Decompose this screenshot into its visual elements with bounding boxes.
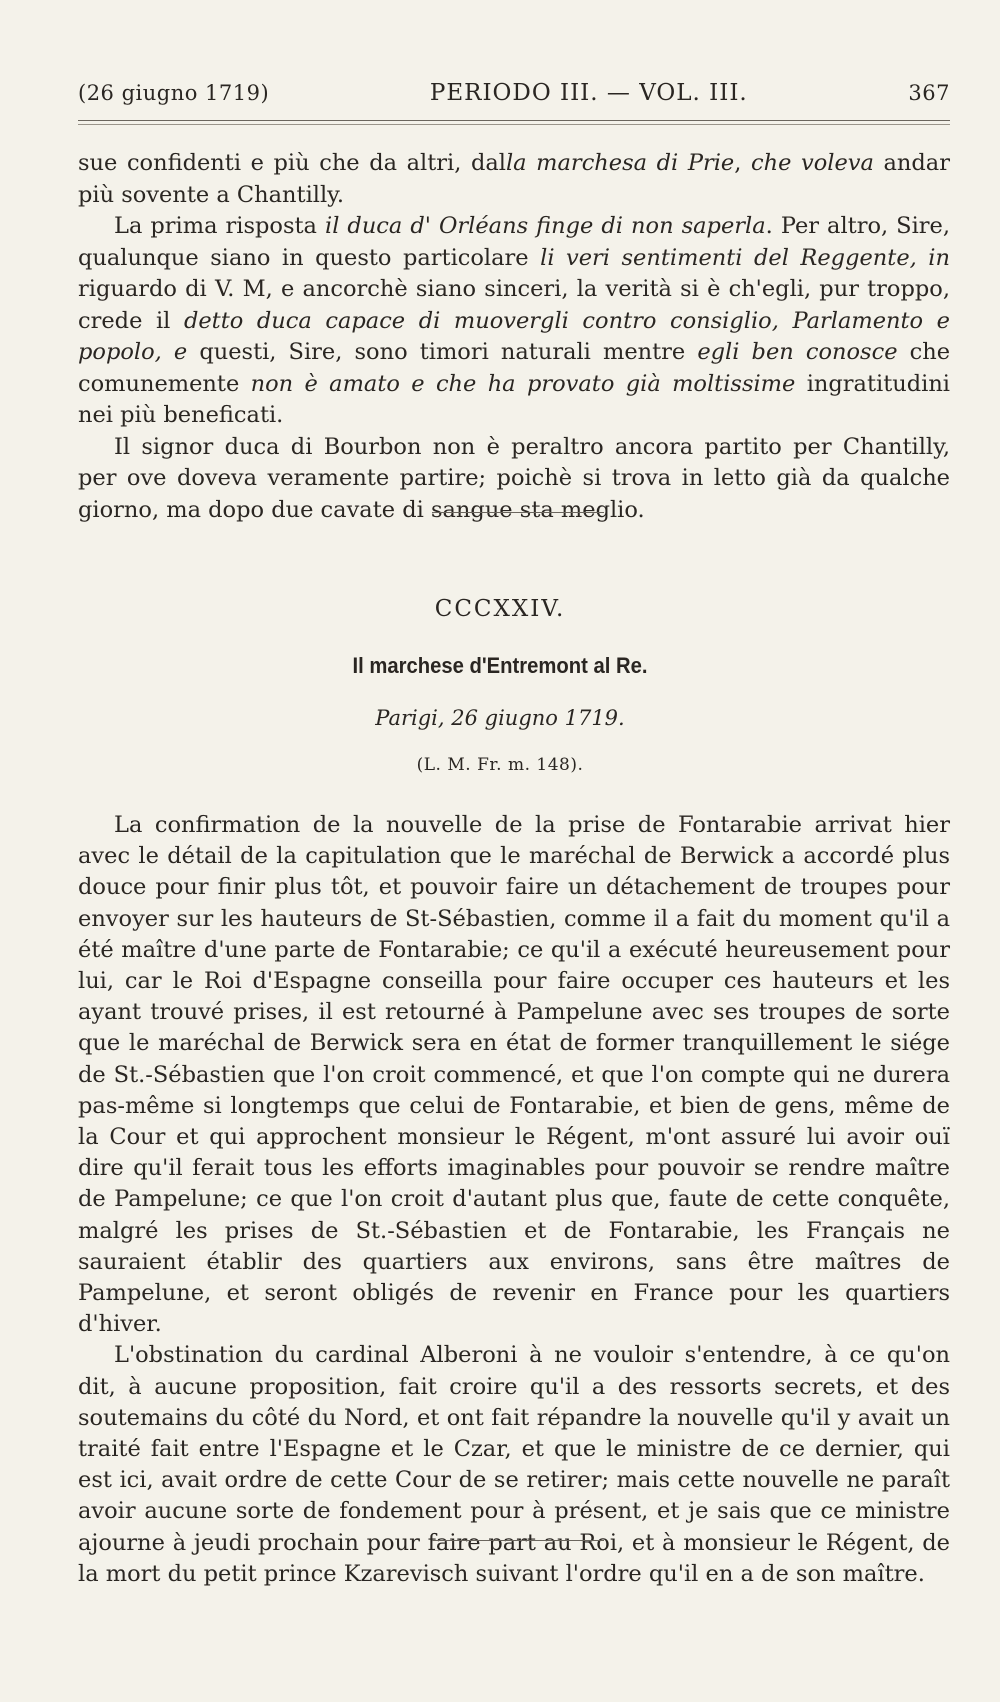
letter-text <box>78 810 950 1590</box>
letter-paragraph-1: La confirmation de la nouvelle de la prise de Fontarabie arrivat hier avec le détail de la capitulation que le maréchal de Berwick a accordé plus douce pour finir plus tôt, et pouvoir faire un détachement de troupes pour envoyer sur les hauteurs de St-Sébastien, comme il a fait du moment qu'il a été maître d'une parte de Fontarabie; ce qu'il a exécuté heureusement pour lui, car le Roi d'Espagne conseilla pour faire occuper ces hauteurs et les ayant trouvé prises, il est retourné à Pampelune avec ses troupes de sorte que le maréchal de Berwick sera en état de former tranquillement le siége de St.-Sébastien que l'on croit commencé, et que l'on compte qui ne durera pas-même si longtemps que celui de Fontarabie, et bien de gens, même de la Cour et qui approchent monsieur le Régent, m'ont assuré lui avoir ouï dire qu'il ferait tous les efforts imaginables pour pouvoir se rendre maître de Pampelune; ce que l'on croit d'autant plus que, faute de cette conquête, malgré les prises de St.-Sébastien et de Fontarabie, les Français ne sauraient établir des quartiers aux environs, sans être maîtres de Pampelune, et seront obligés de revenir en France pour les quartiers d'hiver. <box>78 812 950 1338</box>
previous-letter-text <box>78 148 950 526</box>
letter-paragraph-2: L'obstination du cardinal Alberoni à ne vouloir s'entendre, à ce qu'on dit, à aucune proposition, fait croire qu'il a des ressorts secrets, et des soutemains du côté du Nord, et ont fait répandre la nouvelle qu'il y avait un traité fait entre l'Espagne et le Czar, et que le ministre de ce dernier, qui est ici, avait ordre de cette Cour de se retirer; mais cette nouvelle ne paraît avoir aucune sorte de fondement pour à présent, et je sais que ce ministre ajourne à jeudi prochain pour faire part au Roi, et à monsieur le Régent, de la mort du petit prince Kzarevisch suivant l'ordre qu'il en a de son maître. <box>78 1342 950 1587</box>
document-number: CCCXXIV. <box>434 596 566 622</box>
running-head <box>78 80 950 106</box>
header-rule <box>78 120 950 125</box>
header-title: PERIODO III. — VOL. III. <box>429 80 748 106</box>
header-date: (26 giugno 1719) <box>78 81 270 105</box>
document-place-date: Parigi, 26 giugno 1719. <box>375 706 625 730</box>
paragraph-2: La prima risposta il duca d' Orléans finge di non saperla. Per altro, Sire, qualunque siano in questo particolare li veri sentimenti del Reggente, in riguardo di V. M, e ancorchè siano sinceri, la verità si è ch'egli, pur troppo, crede il detto duca capace di muovergli contro consiglio, Parlamento e popolo, e questi, Sire, sono timori naturali mentre egli ben conosce che comunemente non è amato e che ha provato già moltissime ingratitudini nei più beneficati. <box>78 213 951 428</box>
paragraph-3: Il signor duca di Bourbon non è peraltro ancora partito per Chantilly, per ove doveva veramente partire; poichè si trova in letto già da qualche giorno, ma dopo due cavate di sangue sta meglio. <box>78 433 950 523</box>
document-source: (L. M. Fr. m. 148). <box>416 755 584 775</box>
section-divider <box>432 512 604 513</box>
end-divider <box>432 1540 604 1541</box>
paragraph-1: sue confidenti e più che da altri, dalla marchesa di Prie, che voleva andar più sovente a Chantilly. <box>78 150 950 208</box>
page-number: 367 <box>908 81 950 105</box>
document-title: Il marchese d'Entremont al Re. <box>352 653 648 678</box>
